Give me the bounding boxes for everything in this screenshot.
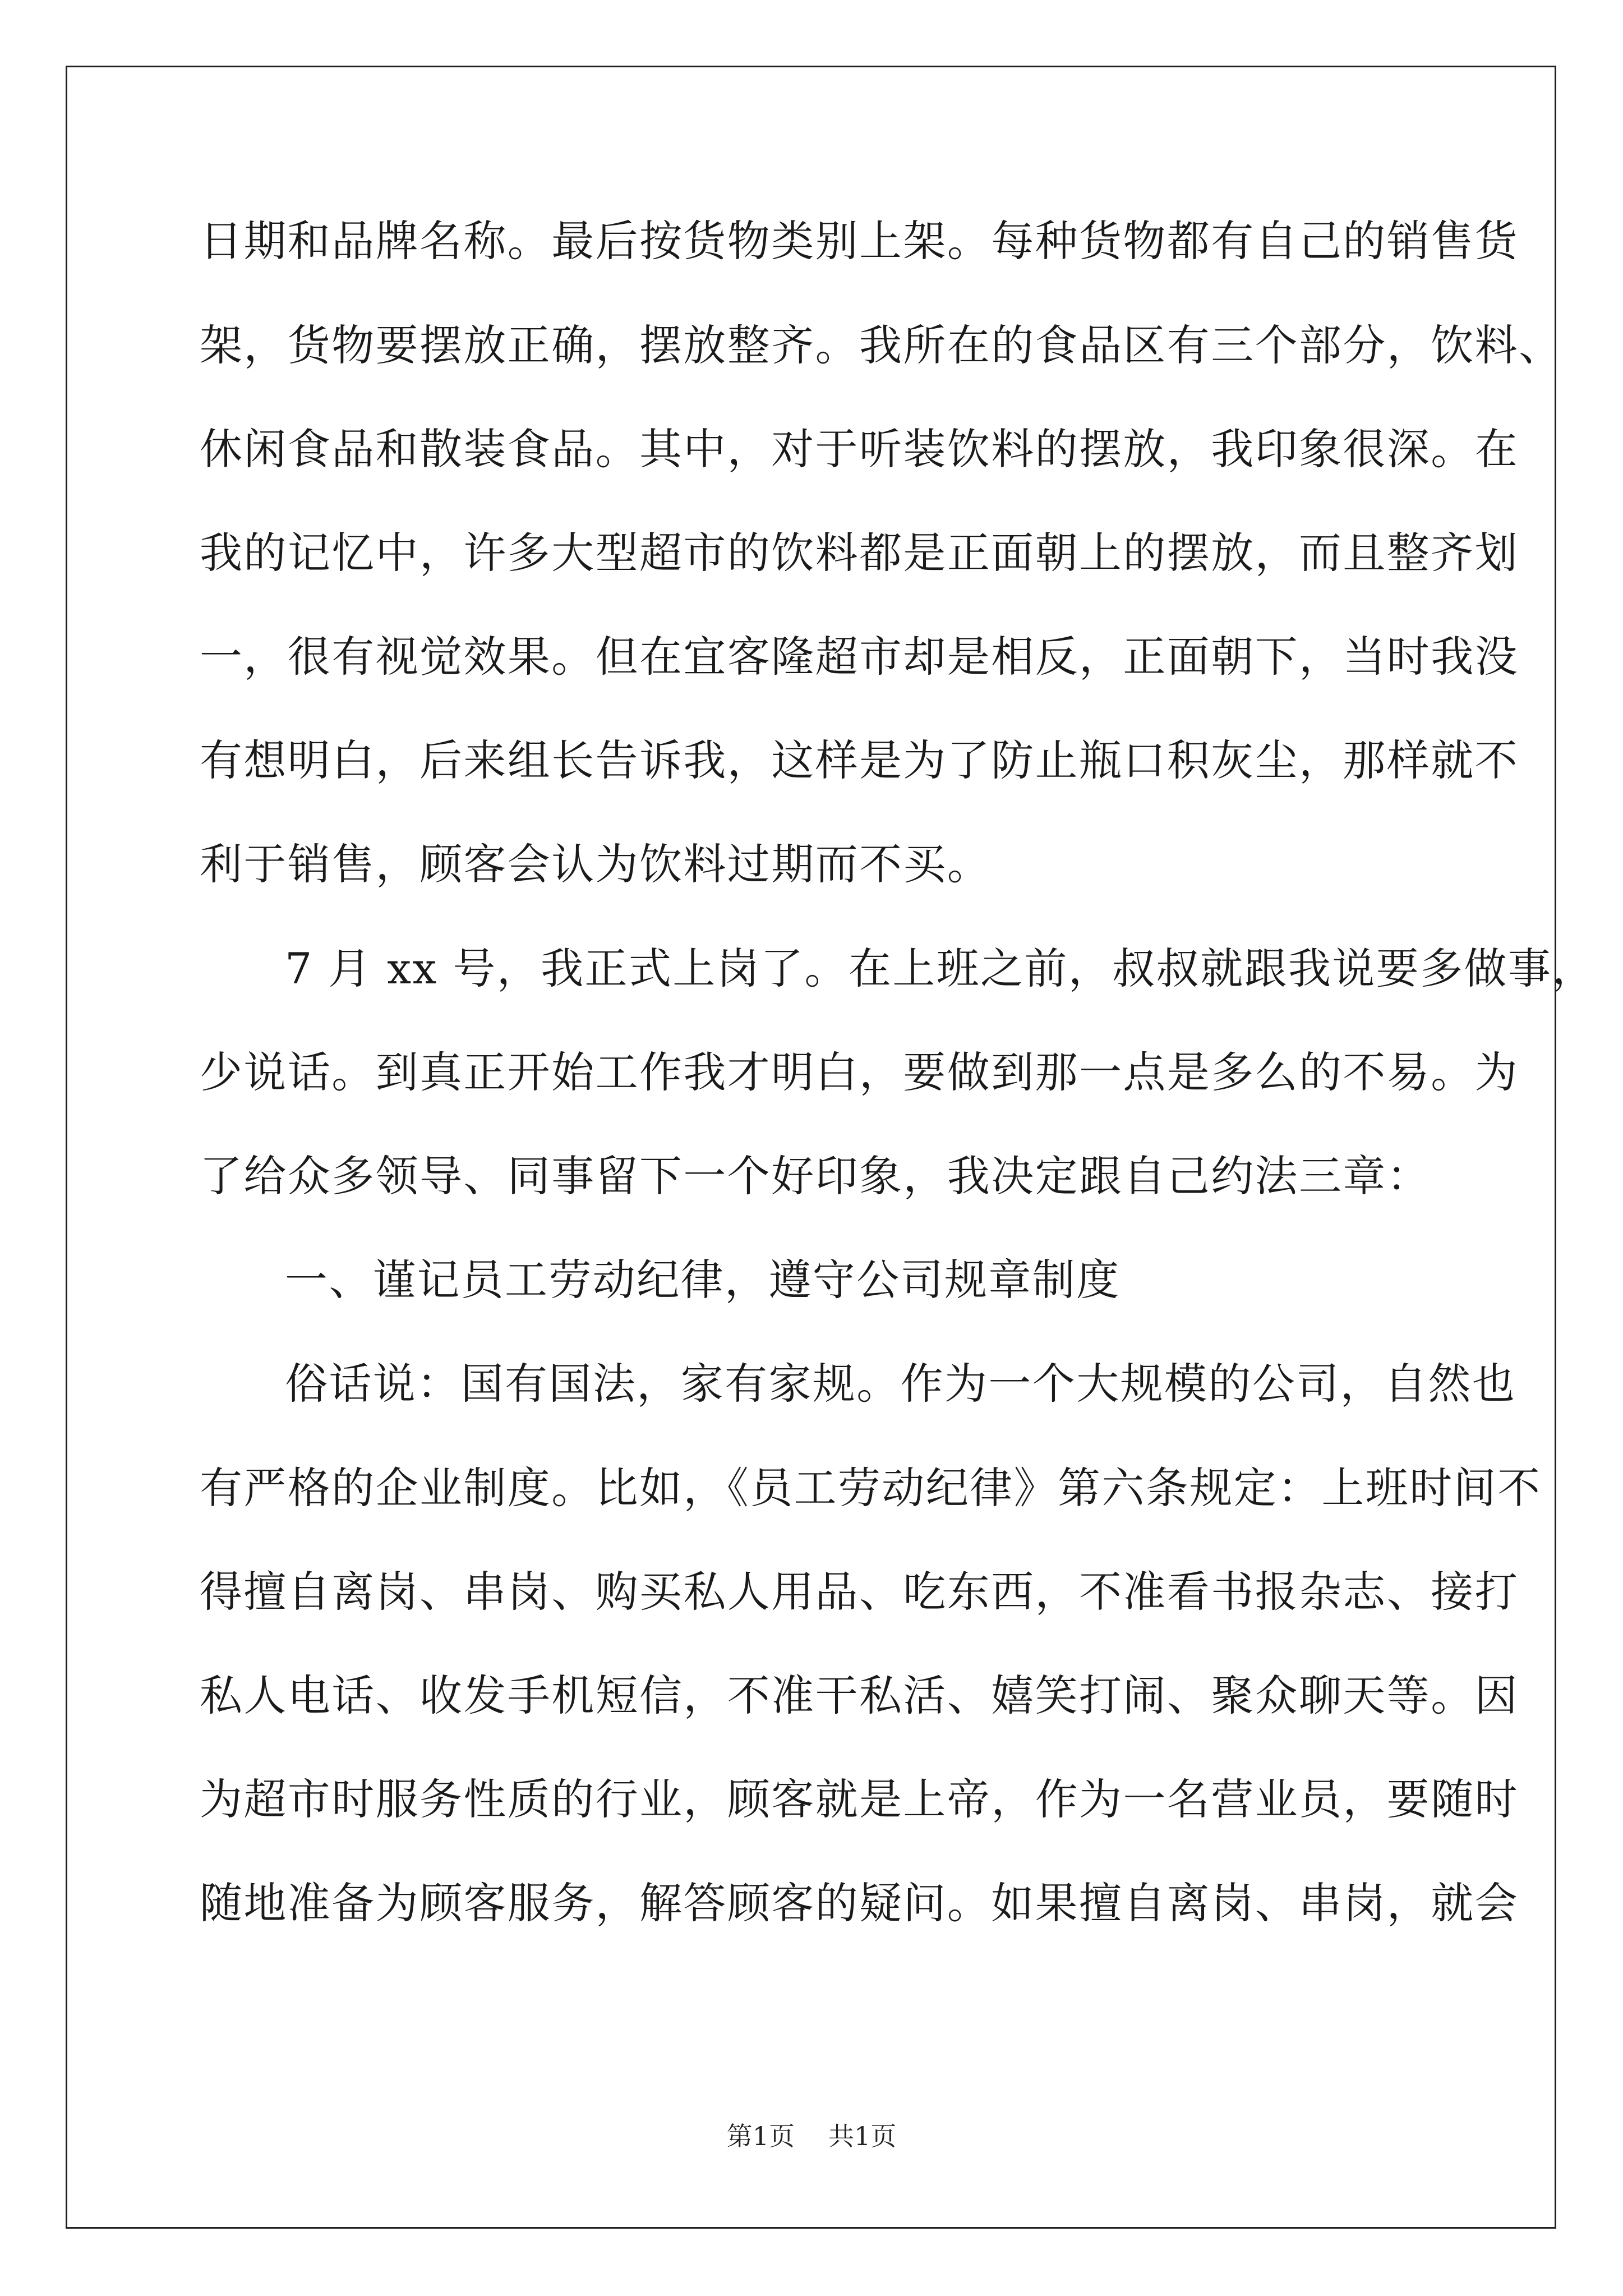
page-footer xyxy=(0,2119,1623,2153)
text-line: 我的记忆中，许多大型超市的饮料都是正面朝上的摆放，而且整齐划 xyxy=(200,528,1519,578)
text-line: 了给众多领导、同事留下一个好印象，我决定跟自己约法三章： xyxy=(200,1151,1431,1201)
text-line: 休闲食品和散装食品。其中，对于听装饮料的摆放，我印象很深。在 xyxy=(200,424,1519,474)
text-line: 日期和品牌名称。最后按货物类别上架。每种货物都有自己的销售货 xyxy=(200,216,1519,266)
text-line: 架，货物要摆放正确，摆放整齐。我所在的食品区有三个部分，饮料、 xyxy=(200,320,1563,370)
text-line: 利于销售，顾客会认为饮料过期而不买。 xyxy=(200,839,992,889)
text-line: 一，很有视觉效果。但在宜客隆超市却是相反，正面朝下，当时我没 xyxy=(200,632,1519,682)
text-line: 少说话。到真正开始工作我才明白，要做到那一点是多么的不易。为 xyxy=(200,1047,1519,1097)
section-heading: 一、谨记员工劳动纪律，遵守公司规章制度 xyxy=(285,1255,1121,1305)
text-line: 私人电话、收发手机短信，不准干私活、嬉笑打闹、聚众聊天等。因 xyxy=(200,1671,1519,1720)
text-line: 有想明白，后来组长告诉我，这样是为了防止瓶口积灰尘，那样就不 xyxy=(200,735,1519,785)
page-number: 第1页 xyxy=(726,2121,795,2151)
paragraph-start-line: 7 月 xx 号，我正式上岗了。在上班之前，叔叔就跟我说要多做事， xyxy=(285,944,1596,993)
text-line: 为超市时服务性质的行业，顾客就是上帝，作为一名营业员，要随时 xyxy=(200,1774,1519,1824)
paragraph-start-line: 俗话说：国有国法，家有家规。作为一个大规模的公司，自然也 xyxy=(285,1359,1516,1409)
text-line: 有严格的企业制度。比如，《员工劳动纪律》第六条规定：上班时间不 xyxy=(200,1463,1542,1513)
text-line: 得擅自离岗、串岗、购买私人用品、吃东西，不准看书报杂志、接打 xyxy=(200,1567,1519,1617)
page-total: 共1页 xyxy=(828,2121,897,2151)
text-line: 随地准备为顾客服务，解答顾客的疑问。如果擅自离岗、串岗，就会 xyxy=(200,1878,1519,1928)
